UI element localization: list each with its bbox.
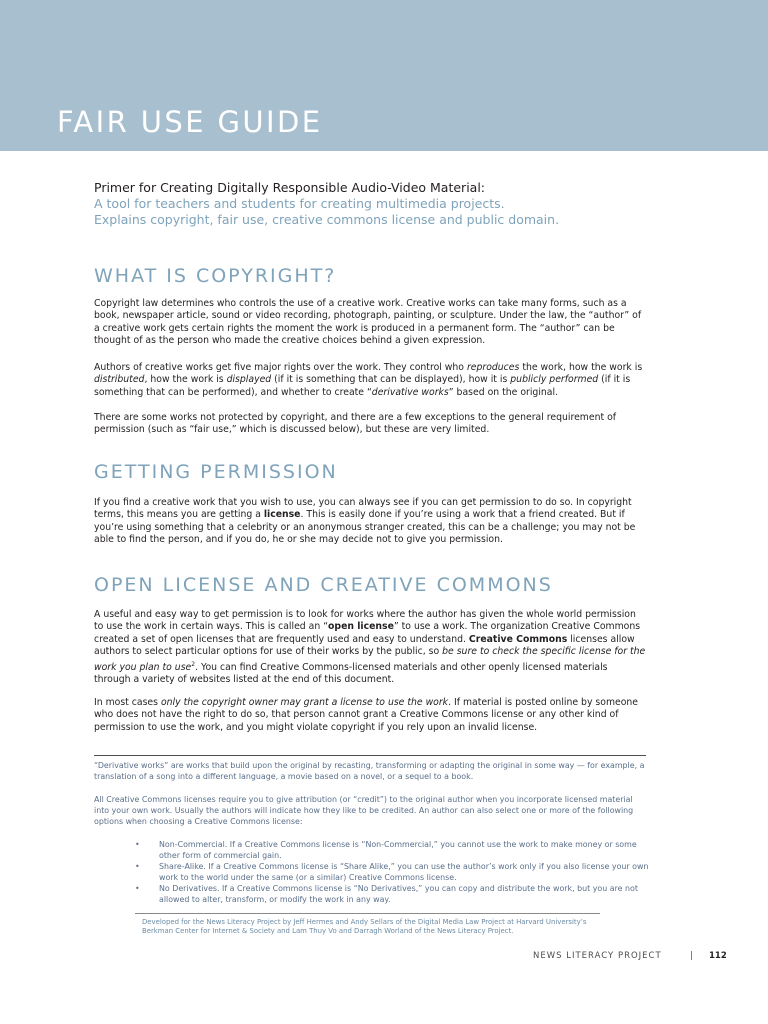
footnote-divider — [94, 755, 646, 756]
section-title-permission: GETTING PERMISSION — [94, 461, 338, 483]
list-item: • No Derivatives. If a Creative Commons license is “No Derivatives,” you can copy and distribute the work, but you are not allowed to alter, transform, or modify the work in any way. — [135, 884, 638, 904]
section-title-open-license: OPEN LICENSE AND CREATIVE COMMONS — [94, 574, 553, 596]
page-footer — [0, 951, 768, 965]
copyright-paragraph-1: Copyright law determines who controls the use of a creative work. Creative works can take many forms, such as a book, newspaper article, sound or video recording, photograph, painting, or sculpture. Under the law, the “author” of a creative work gets certain rights the moment the work is produced in a permanent form. The “author” can be thought of as the person who made the creative choices behind a given expression. — [94, 298, 642, 347]
page-title: FAIR USE GUIDE — [57, 105, 323, 139]
open-license-paragraph-2: In most cases only the copyright owner may grant a license to use the work. If material is posted online by someone who does not have the right to do so, that person cannot grant a Creative Commons license or any other kind of permission to use the work, and you might violate copyright if you rely upon an invalid license. — [94, 697, 639, 733]
primer-heading: Primer for Creating Digitally Responsible Audio-Video Material: — [94, 180, 486, 195]
page-number: 112 — [709, 951, 727, 961]
credit-text: Developed for the News Literacy Project by Jeff Hermes and Andy Sellars of the Digital Media Law Project at Harvard University’s Berkman Center for Internet & Society and Lam Thuy Vo and Darragh Worland of the News Literacy Project. — [142, 918, 587, 935]
header-banner — [0, 0, 768, 151]
primer-block — [94, 180, 654, 228]
copyright-paragraph-3: There are some works not protected by copyright, and there are a few exceptions to the general requirement of permission (such as “fair use,” which is discussed below), but these are very limited. — [94, 412, 617, 436]
open-license-paragraph-1: A useful and easy way to get permission is to look for works where the author has given the whole world permission to use the work in certain ways. This is called an “open license” to use a work. The organization Creative Commons created a set of open licenses that are frequently used and easy to understand. Creative Commons licenses allow authors to select particular options for use of their works by the public, so be sure to check the specific license for the work you plan to use$^2$. You can find Creative Commons-licensed materials and other openly licensed materials through a variety of websites listed at the end of this document. — [94, 609, 646, 686]
footnote-derivative: “Derivative works” are works that build upon the original by recasting, transforming or adapting the original in some way — for example, a translation of a song into a different language, a movie based on a novel, or a sequel to a book. — [94, 761, 645, 781]
footnote-creative-commons: All Creative Commons licenses require you to give attribution (or “credit”) to the original author when you incorporate licensed material into your own work. Usually the authors will indicate how they like to be credited. An author can also select one or more of the following options when choosing a Creative Commons license: — [94, 795, 634, 826]
license-options-list — [135, 839, 655, 905]
list-item: • Non-Commercial. If a Creative Commons license is “Non-Commercial,” you cannot use the work to make money or some other form of commercial gain. — [135, 840, 637, 860]
primer-subtitle-1: A tool for teachers and students for creating multimedia projects. — [94, 196, 505, 211]
copyright-paragraph-2: Authors of creative works get five major rights over the work. They control who reproduces the work, how the work is distributed, how the work is displayed (if it is something that can be displayed), how it is publicly performed (if it is something that can be performed), and whether to create “derivative works” based on the original. — [94, 362, 643, 398]
footer-project-name: NEWS LITERACY PROJECT — [533, 951, 662, 961]
permission-paragraph: If you find a creative work that you wish to use, you can always see if you can get permission to do so. In copyright terms, this means you are getting a license. This is easily done if you’re using a work that a friend created. But if you’re using something that a celebrity or an anonymous stranger created, this can be a challenge; you may not be able to find the person, and if you do, he or she may decide not to give you permission. — [94, 497, 636, 546]
list-item: • Share-Alike. If a Creative Commons license is “Share Alike,” you can use the author’s work only if you also license your own work to the world under the same (or a similar) Creative Commons license. — [135, 862, 649, 882]
primer-subtitle-2: Explains copyright, fair use, creative commons license and public domain. — [94, 212, 560, 227]
footer-separator: | — [690, 951, 693, 961]
section-title-copyright: WHAT IS COPYRIGHT? — [94, 265, 337, 287]
credit-divider — [135, 913, 600, 914]
